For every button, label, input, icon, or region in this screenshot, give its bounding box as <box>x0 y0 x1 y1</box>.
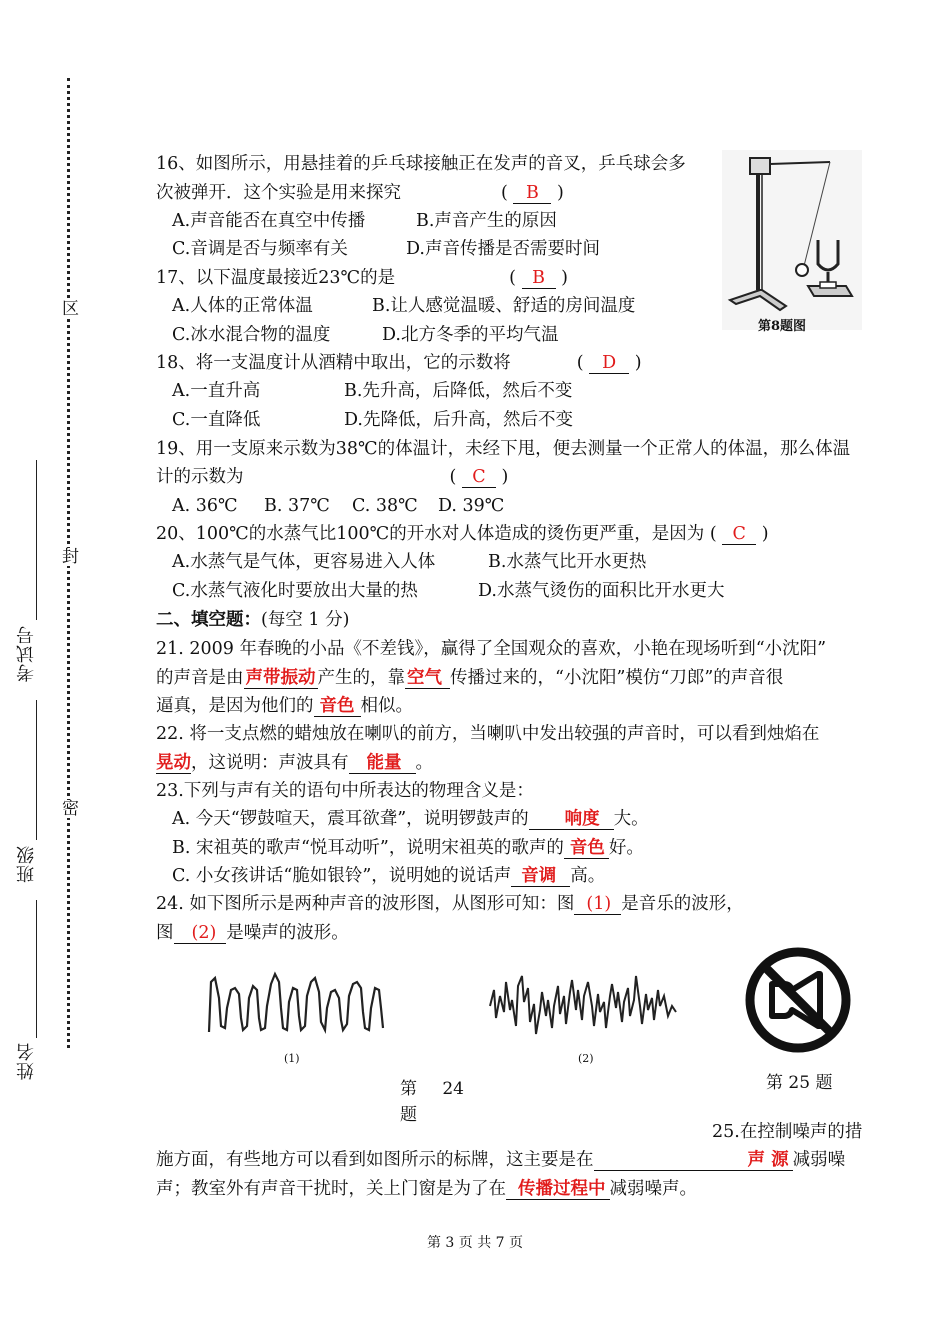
q24-text: 是噪声的波形。 <box>226 923 349 943</box>
noise-waveform <box>488 966 680 1040</box>
q20-option-b: B.水蒸气比开水更热 <box>488 552 647 572</box>
paren: ) <box>501 467 509 487</box>
section2-note: (每空 1 分) <box>261 610 350 630</box>
q25-line2 <box>156 1149 845 1171</box>
q20-stem <box>156 523 769 545</box>
q23-answer-a: 响度 <box>529 809 614 830</box>
seal-mark-qu: 区 <box>62 299 79 319</box>
q19-stem-line1: 19、用一支原来示数为38℃的体温计，未经下甩，便去测量一个正常人的体温，那么体温 <box>156 439 851 459</box>
q16-stem-line1: 16、如图所示，用悬挂着的乒乓球接触正在发声的音叉，乒乓球会多 <box>156 154 686 174</box>
q23-text: A. 今天“锣鼓喧天，震耳欲聋”，说明锣鼓声的 <box>172 809 529 829</box>
q17-option-d: D.北方冬季的平均气温 <box>382 325 559 345</box>
figure25-caption: 第 25 题 <box>766 1073 833 1093</box>
q25-text: 声；教室外有声音干扰时，关上门窗是为了在 <box>156 1179 506 1199</box>
class-field[interactable] <box>36 700 37 840</box>
q18-answer: D <box>589 353 629 374</box>
figure8-caption: 第8题图 <box>758 319 807 334</box>
q20-stem-text: 20、100℃的水蒸气比100℃的开水对人体造成的烫伤更严重，是因为 <box>156 524 705 544</box>
waveform-2-label: (2) <box>578 1052 594 1065</box>
q19-option-d: D. 39℃ <box>438 496 505 516</box>
page-footer: 第 3 页 共 7 页 <box>426 1235 524 1251</box>
exam-number-label: 考试号 <box>16 625 37 682</box>
paren: ) <box>556 183 564 203</box>
q24-answer-1: (1) <box>574 894 621 915</box>
q21-text: 相似。 <box>360 696 413 716</box>
q21-line3 <box>156 695 413 717</box>
q16-stem-text: 次被弹开．这个实验是用来探究 <box>156 183 401 203</box>
q23-text: 高。 <box>570 866 606 886</box>
q16-option-b: B.声音产生的原因 <box>416 211 557 231</box>
q22-answer-2: 能量 <box>349 753 416 774</box>
q21-text: 传播过来的，“小沈阳”模仿“刀郎”的声音很 <box>450 668 784 688</box>
seal-mark-feng: 封 <box>62 547 79 567</box>
q18-option-c: C.一直降低 <box>172 410 261 430</box>
q22-answer-1: 晃动 <box>156 753 191 773</box>
q17-option-c: C.冰水混合物的温度 <box>172 325 331 345</box>
paren: ) <box>634 353 642 373</box>
seal-mark-mi: 密 <box>62 799 79 819</box>
q16-stem-line2 <box>156 182 564 204</box>
paren: ( <box>501 183 508 203</box>
q22-line1: 22. 将一支点燃的蜡烛放在喇叭的前方，当喇叭中发出较强的声音时，可以看到烛焰在 <box>156 724 820 744</box>
q21-text: 的声音是由 <box>156 668 244 688</box>
paren: ( <box>509 268 516 288</box>
q17-option-a: A.人体的正常体温 <box>172 296 313 316</box>
waveform-1-label: (1) <box>284 1052 300 1065</box>
paren: ( <box>709 524 717 544</box>
paren: ) <box>561 268 568 288</box>
section2-title: 二、填空题： <box>156 610 261 630</box>
q25-text: 减弱噪 <box>792 1150 846 1170</box>
q16-option-d: D.声音传播是否需要时间 <box>406 239 600 259</box>
q21-text: 逼真，是因为他们的 <box>156 696 314 716</box>
name-label: 姓名 <box>16 1042 37 1080</box>
q25-line1: 25.在控制噪声的措 <box>712 1122 863 1142</box>
q24-answer-2: (2) <box>174 923 227 944</box>
q23-text: 好。 <box>608 838 644 858</box>
q21-answer-1: 声带振动 <box>245 668 316 688</box>
q20-option-c: C.水蒸气液化时要放出大量的热 <box>172 581 418 601</box>
q24-text: 是音乐的波形， <box>621 894 744 914</box>
q20-option-a: A.水蒸气是气体，更容易进入人体 <box>172 552 436 572</box>
q18-stem-text: 18、将一支温度计从酒精中取出，它的示数将 <box>156 353 511 373</box>
q17-option-b: B.让人感觉温暖、舒适的房间温度 <box>372 296 636 316</box>
music-waveform <box>205 968 385 1038</box>
q22-line2 <box>156 752 433 774</box>
paren: ( <box>449 467 457 487</box>
q23-answer-c: 音调 <box>511 866 570 887</box>
paren: ) <box>761 524 769 544</box>
exam-number-field[interactable] <box>36 460 37 620</box>
q23-answer-b: 音色 <box>564 838 609 859</box>
q21-line1: 21. 2009 年春晚的小品《不差钱》，赢得了全国观众的喜欢，小艳在现场听到“小沈阳” <box>156 639 827 659</box>
q17-answer: B <box>522 268 556 289</box>
section2-heading <box>156 609 349 631</box>
q23-text: B. 宋祖英的歌声“悦耳动听”，说明宋祖英的歌声的 <box>172 838 564 858</box>
q25-line3 <box>156 1178 697 1200</box>
q18-option-b: B.先升高，后降低，然后不变 <box>344 381 573 401</box>
name-field[interactable] <box>36 900 37 1038</box>
class-label: 班级 <box>16 845 37 883</box>
q25-answer-1: 声 源 <box>594 1150 793 1171</box>
no-horn-sign-icon <box>744 946 852 1054</box>
q20-option-d: D.水蒸气烫伤的面积比开水更大 <box>478 581 725 601</box>
q16-option-c: C.音调是否与频率有关 <box>172 239 348 259</box>
figure24-caption: 第 24 题 <box>400 1079 464 1125</box>
q16-answer: B <box>513 183 551 204</box>
q21-answer-2: 空气 <box>405 668 450 689</box>
q19-stem-line2 <box>156 466 508 488</box>
q17-stem-text: 17、以下温度最接近23℃的是 <box>156 268 396 288</box>
q19-option-a: A. 36℃ <box>172 496 238 516</box>
q22-text: 。 <box>415 753 433 773</box>
q19-answer: C <box>462 467 496 488</box>
q21-text: 产生的，靠 <box>317 668 405 688</box>
q21-line2 <box>156 667 783 689</box>
q20-answer: C <box>722 524 756 545</box>
q23-b <box>172 837 644 859</box>
q18-stem <box>156 352 642 374</box>
q23-text: 大。 <box>613 809 649 829</box>
q16-option-a: A.声音能否在真空中传播 <box>172 211 366 231</box>
q24-line1 <box>156 893 744 915</box>
q17-stem <box>156 267 568 289</box>
q25-text: 施方面，有些地方可以看到如图所示的标牌，这主要是在 <box>156 1150 594 1170</box>
q22-text: ，这说明：声波具有 <box>191 753 349 773</box>
q19-option-c: C. 38℃ <box>352 496 418 516</box>
tuning-fork-figure <box>722 150 862 330</box>
q18-option-d: D.先降低，后升高，然后不变 <box>344 410 573 430</box>
paren: ( <box>576 353 584 373</box>
q24-text: 图 <box>156 923 174 943</box>
q18-option-a: A.一直升高 <box>172 381 261 401</box>
q24-line2 <box>156 922 349 944</box>
q25-answer-2: 传播过程中 <box>506 1179 610 1200</box>
q23-a <box>172 808 649 830</box>
q19-option-b: B. 37℃ <box>264 496 330 516</box>
q19-stem-text: 计的示数为 <box>156 467 244 487</box>
q23-c <box>172 865 605 887</box>
q24-text: 24. 如下图所示是两种声音的波形图，从图形可知：图 <box>156 894 575 914</box>
q21-answer-3: 音色 <box>314 696 361 717</box>
q25-text: 减弱噪声。 <box>609 1179 697 1199</box>
q23-stem: 23.下列与声有关的语句中所表达的物理含义是： <box>156 781 534 801</box>
q23-text: C. 小女孩讲话“脆如银铃”，说明她的说话声 <box>172 866 512 886</box>
